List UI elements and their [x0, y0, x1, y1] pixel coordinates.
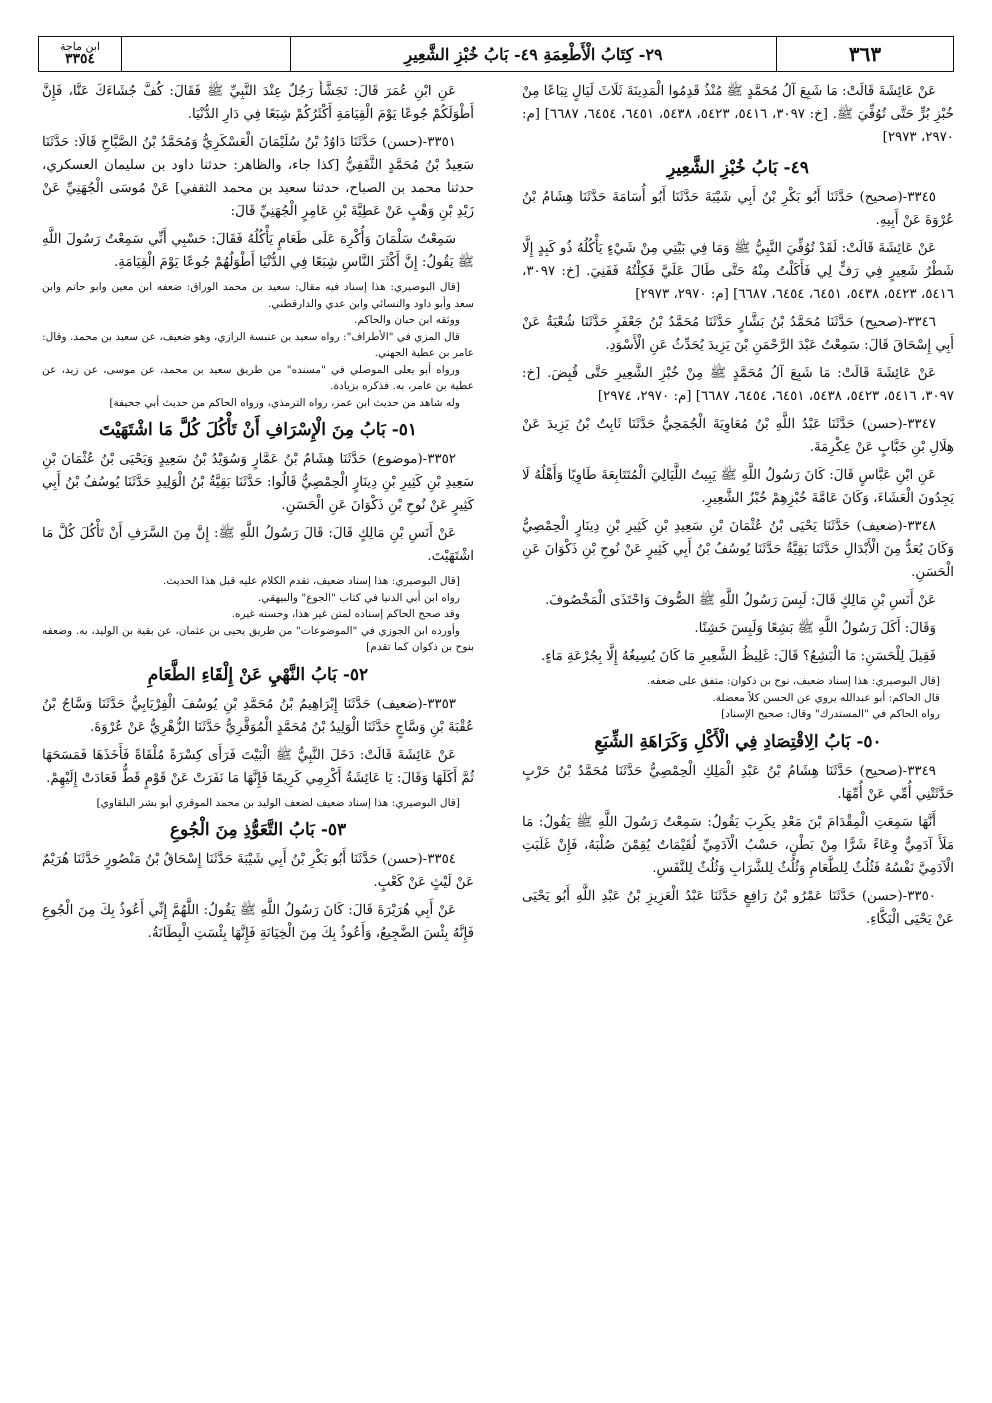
section-heading: ٥٢- بَابُ النَّهْيِ عَنْ إِلْقَاءِ الطَّعَامِ: [147, 664, 369, 685]
footnote-text: رواه الحاكم في "المستدرك" وقال: صحيح الإسناد]: [721, 708, 940, 720]
right-column: [522, 80, 954, 1380]
ref-value: ٣٣٥٤: [64, 51, 96, 68]
hadith-paragraph: عَنْ عَائِشَةَ قَالَتْ: دَخَلَ النَّبِيُّ ﷺ الْبَيْتَ فَرَأَى كِسْرَةً مُلْقَاةً فَأَخَذَهَا فَمَسَحَهَا ثُمَّ أَكَلَهَا وَقَالَ: يَا عَائِشَةُ أَكْرِمِي كَرِيمًا فَإِنَّهَا مَا نَفَرَتْ عَنْ قَوْمٍ قَطُّ فَعَادَتْ إِلَيْهِمْ.: [42, 747, 474, 786]
hadith-paragraph: ٣٣٥٢-(موضوع) حَدَّثَنَا هِشَامُ بْنُ عَمَّارٍ وَسُوَيْدُ بْنُ سَعِيدٍ وَيَحْيَى بْنُ عُثْمَانَ بْنِ سَعِيدِ بْنِ كَثِيرِ بْنِ دِينَارٍ الْحِمْصِيُّ قَالُوا: حَدَّثَنَا بَقِيَّةُ بْنُ الْوَلِيدِ حَدَّثَنَا يُوسُفُ بْنُ أَبِي كَثِيرٍ عَنْ نُوحِ بْنِ ذَكْوَانَ عَنِ الْحَسَنِ.: [42, 452, 474, 513]
hadith-paragraph: ٣٣٤٥-(صحيح) حَدَّثَنَا أَبُو بَكْرِ بْنُ أَبِي شَيْبَةَ حَدَّثَنَا أَبُو أُسَامَةَ حَدَّثَنَا هِشَامُ بْنُ عُرْوَةَ عَنْ أَبِيهِ.: [522, 190, 954, 228]
hadith-paragraph: سَمِعْتُ سَلْمَانَ وَأُكْرِهَ عَلَى طَعَامٍ يَأْكُلُهُ فَقَالَ: حَسْبِي أَنِّي سَمِعْتُ رَسُولَ اللَّهِ ﷺ يَقُولُ: إِنَّ أَكْثَرَ النَّاسِ شِبَعًا فِي الدُّنْيَا أَطْوَلُهُمْ جُوعًا يَوْمَ الْقِيَامَةِ.: [42, 232, 474, 270]
footnote-text: قال المزي في "الأطراف": رواه سعيد بن عنبسة الرازي، وهو ضعيف، عن سعيد بن محمد. وقال: عامر بن عطية الجهني.: [42, 330, 474, 359]
footnote-text: وأورده ابن الجوزي في "الموضوعات" من طريق يحيى بن عثمان، عن بقية بن الوليد، به. وضعفه بنوح بن ذكوان كما تقدم]: [42, 624, 474, 653]
header-spacer: [121, 37, 290, 71]
footnote-text: ورواه أبو يعلى الموصلي في "مسنده" من طريق سعيد بن محمد، عن موسى، عن زيد، عن عطية بن عامر، به. فذكره بزيادة.: [42, 363, 474, 392]
hadith-paragraph: عَنْ عَائِشَةَ قَالَتْ: مَا شَبِعَ آلُ مُحَمَّدٍ ﷺ مُنْذُ قَدِمُوا الْمَدِينَةَ ثَلَاثَ لَيَالٍ تِبَاعًا مِنْ خُبْزِ بُرٍّ حَتَّى تُوُفِّيَ ﷺ. [خ: ٣٠٩٧، ٥٤١٦، ٥٤٢٣، ٥٤٣٨، ٦٤٥١، ٦٤٥٤، ٦٦٨٧] [م: ٢٩٧٠، ٢٩٧٣]: [522, 84, 954, 145]
hadith-paragraph: ٣٣٤٧-(حسن) حَدَّثَنَا عَبْدُ اللَّهِ بْنُ مُعَاوِيَةَ الْجُمَحِيُّ حَدَّثَنَا ثَابِتُ بْنُ يَزِيدَ عَنْ هِلَالِ بْنِ خَبَّابٍ عَنْ عِكْرِمَةَ.: [522, 417, 954, 455]
footnote-text: [قال البوصيري: هذا إسناد ضعيف، تقدم الكلام عليه قبل هذا الحديث.: [163, 575, 460, 587]
footnote-text: رواه ابن أبي الدنيا في كتاب "الجوع" والبيهقي.: [257, 591, 460, 604]
running-title: ٢٩- كِتَابُ الْأَطْعِمَةِ ٤٩- بَابُ خُبْزِ الشَّعِيرِ: [290, 37, 776, 71]
page-number: ٣٦٣: [776, 37, 953, 71]
footnote-text: ووثقه ابن حبان والحاكم.: [354, 314, 460, 326]
hadith-paragraph: ٣٣٤٨-(ضعيف) حَدَّثَنَا يَحْيَى بْنُ عُثْمَانَ بْنِ سَعِيدِ بْنِ كَثِيرِ بْنِ دِينَارٍ الْحِمْصِيُّ وَكَانَ يُعَدُّ مِنَ الْأَبْدَالِ حَدَّثَنَا بَقِيَّةُ حَدَّثَنَا يُوسُفُ بْنُ أَبِي كَثِيرٍ عَنْ نُوحِ بْنِ ذَكْوَانَ عَنِ الْحَسَنِ.: [522, 519, 954, 580]
hadith-paragraph: عَنْ أَبِي هُرَيْرَةَ قَالَ: كَانَ رَسُولُ اللَّهِ ﷺ يَقُولُ: اللَّهُمَّ إِنِّي أَعُوذُ بِكَ مِنَ الْجُوعِ فَإِنَّهُ بِئْسَ الضَّجِيعُ، وَأَعُوذُ بِكَ مِنَ الْخِيَانَةِ فَإِنَّهَا بِئْسَتِ الْبِطَانَةُ.: [42, 903, 474, 941]
left-column: [42, 80, 474, 1380]
section-heading: ٥١- بَابُ مِنَ الْإِسْرَافِ أَنْ تَأْكُلَ كُلَّ مَا اشْتَهَيْتَ: [98, 420, 418, 440]
page-header: [38, 36, 954, 72]
hadith-paragraph: عَنْ أَنَسِ بْنِ مَالِكٍ قَالَ: قَالَ رَسُولُ اللَّهِ ﷺ: إِنَّ مِنَ السَّرَفِ أَنْ تَأْكُلَ كُلَّ مَا اشْتَهَيْتَ.: [42, 526, 474, 564]
section-heading: ٥٣- بَابُ التَّعَوُّذِ مِنَ الْجُوعِ: [169, 820, 347, 840]
section-heading: ٤٩- بَابُ خُبْزِ الشَّعِيرِ: [667, 158, 809, 178]
hadith-paragraph: عَنْ عَائِشَةَ قَالَتْ: لَقَدْ تُوُفِّيَ النَّبِيُّ ﷺ وَمَا فِي بَيْتِي مِنْ شَيْءٍ يَأْكُلُهُ ذُو كَبِدٍ إِلَّا شَطْرُ شَعِيرٍ فِي رَفٍّ لِي فَأَكَلْتُ مِنْهُ حَتَّى طَالَ عَلَيَّ فَكِلْتُهُ فَفَنِيَ. [خ: ٣٠٩٧، ٥٤١٦، ٥٤٢٣، ٥٤٣٨، ٦٤٥١، ٦٤٥٤، ٦٦٨٧] [م: ٢٩٧٠، ٢٩٧٣]: [522, 241, 954, 302]
hadith-paragraph: أَنَّهَا سَمِعَتِ الْمِقْدَامَ بْنَ مَعْدِ يكَرِبَ يَقُولُ: سَمِعْتُ رَسُولَ اللَّهِ ﷺ يَقُولُ: مَا مَلَأَ آدَمِيٌّ وِعَاءً شَرًّا مِنْ بَطْنٍ، حَسْبُ الْآدَمِيِّ لُقَيْمَاتٌ يُقِمْنَ صُلْبَهُ، فَإِنْ غَلَبَتِ الْآدَمِيَّ نَفْسُهُ فَثُلُثٌ لِلطَّعَامِ وَثُلُثٌ لِلشَّرَابِ وَثُلُثٌ لِلنَّفَسِ.: [522, 814, 954, 876]
hadith-paragraph: ٣٣٥٤-(حسن) حَدَّثَنَا أَبُو بَكْرِ بْنُ أَبِي شَيْبَةَ حَدَّثَنَا إِسْحَاقُ بْنُ مَنْصُورٍ حَدَّثَنَا هُرَيْمٌ عَنْ لَيْثٍ عَنْ كَعْبٍ.: [42, 852, 474, 890]
hadith-paragraph: فَقِيلَ لِلْحَسَنِ: مَا الْبَشِعُ؟ قَالَ: غَلِيظُ الشَّعِيرِ مَا كَانَ يُسِيغُهُ إِلَّا بِجُرْعَةِ مَاءٍ.: [540, 649, 936, 664]
hadith-paragraph: عَنِ ابْنِ عَبَّاسٍ قَالَ: كَانَ رَسُولُ اللَّهِ ﷺ يَبِيتُ اللَّيَالِيَ الْمُتَتَابِعَةَ طَاوِيًا وَأَهْلُهُ لَا يَجِدُونَ الْعَشَاءَ، وَكَانَ عَامَّةَ خُبْزِهِمْ خُبْزُ الشَّعِيرِ.: [522, 468, 954, 506]
footnote-text: [قال البوصيري: هذا إسناد فيه مقال: سعيد بن محمد الوراق: ضعفه ابن معين وابو حاتم وابن سعد وأبو داود والنسائي وابن عدي والدارقطني.: [42, 281, 474, 310]
hadith-paragraph: وَقَالَ: أَكَلَ رَسُولُ اللَّهِ ﷺ بَشِعًا وَلَبِسَ خَشِنًا.: [694, 621, 936, 636]
ref-label: ابن ماجة: [60, 39, 100, 53]
hadith-paragraph: عَنْ أَنَسِ بْنِ مَالِكٍ قَالَ: لَبِسَ رَسُولُ اللَّهِ ﷺ الصُّوفَ وَاحْتَذَى الْمَخْصُوفَ.: [545, 593, 936, 608]
hadith-paragraph: عَنْ عَائِشَةَ قَالَتْ: مَا شَبِعَ آلُ مُحَمَّدٍ ﷺ مِنْ خُبْزِ الشَّعِيرِ حَتَّى قُبِضَ. [خ: ٣٠٩٧، ٥٤١٦، ٥٤٢٣، ٥٤٣٨، ٦٤٥١، ٦٤٥٤، ٦٦٨٧] [م: ٢٩٧٠، ٢٩٧٤]: [522, 366, 954, 404]
hadith-paragraph: ٣٣٥٣-(ضعيف) حَدَّثَنَا إِبْرَاهِيمُ بْنُ مُحَمَّدِ بْنِ يُوسُفَ الْفِرْيَابِيُّ حَدَّثَنَا وَسَّاجُ بْنُ عُقْبَةَ بْنِ وَسَّاجٍ حَدَّثَنَا الْوَلِيدُ بْنُ مُحَمَّدٍ الْمُوَقَّرِيُّ حَدَّثَنَا الزُّهْرِيُّ عَنْ عُرْوَةَ.: [42, 696, 474, 735]
hadith-range-box: [39, 37, 121, 71]
section-heading: ٥٠- بَابُ الِاقْتِصَادِ فِي الْأَكْلِ وَكَرَاهَةِ الشِّبَعِ: [594, 731, 882, 752]
hadith-paragraph: ٣٣٥١-(حسن) حَدَّثَنَا دَاوُدُ بْنُ سُلَيْمَانَ الْعَسْكَرِيُّ وَمُحَمَّدُ بْنُ الصَّبَّاحِ قَالَا: حَدَّثَنَا سَعِيدُ بْنُ مُحَمَّدٍ الثَّقَفِيُّ [كذا جاء، والظاهر: حدثنا داود بن سليمان العسكري، حدثنا محمد بن الصباح، حدثنا سعيد بن محمد الثقفي] عَنْ مُوسَى الْجُهَنِيِّ عَنْ زَيْدِ بْنِ وَهْبٍ عَنْ عَطِيَّةَ بْنِ عَامِرٍ الْجُهَنِيِّ قَالَ:: [42, 135, 474, 219]
hadith-paragraph: ٣٣٥٠-(حسن) حَدَّثَنَا عَمْرُو بْنُ رَافِعٍ حَدَّثَنَا عَبْدُ الْعَزِيزِ بْنُ عَبْدِ اللَّهِ أَبُو يَحْيَى عَنْ يَحْيَى الْبَكَّاءِ.: [522, 888, 954, 927]
hadith-paragraph: ٣٣٤٦-(صحيح) حَدَّثَنَا مُحَمَّدُ بْنُ بَشَّارٍ حَدَّثَنَا مُحَمَّدُ بْنُ جَعْفَرٍ حَدَّثَنَا شُعْبَةُ عَنْ أَبِي إِسْحَاقَ قَالَ: سَمِعْتُ عَبْدَ الرَّحْمَنِ بْنَ يَزِيدَ يُحَدِّثُ عَنِ الْأَسْوَدِ.: [522, 315, 954, 353]
footnote-text: [قال البوصيري: هذا إسناد ضعيف لضعف الوليد بن محمد الموقري أبو بشر البلقاوي]: [96, 796, 460, 809]
footnote-text: وقد صحح الحاكم إسناده لمتن غير هذا، وحسنه غيره.: [231, 608, 460, 620]
hadith-paragraph: ٣٣٤٩-(صحيح) حَدَّثَنَا هِشَامُ بْنُ عَبْدِ الْمَلِكِ الْحِمْصِيُّ حَدَّثَنَا مُحَمَّدُ بْنُ حَرْبٍ حَدَّثَتْنِي أُمِّي عَنْ أُمِّهَا.: [522, 763, 954, 802]
hadith-paragraph: عَنِ ابْنِ عُمَرَ قَالَ: تَجَشَّأَ رَجُلٌ عِنْدَ النَّبِيِّ ﷺ فَقَالَ: كُفَّ جُشَاءَكَ عَنَّا، فَإِنَّ أَطْوَلَكُمْ جُوعًا يَوْمَ الْقِيَامَةِ أَكْثَرُكُمْ شِبَعًا فِي دَارِ الدُّنْيَا.: [42, 84, 474, 122]
footnote-text: [قال البوصيري: هذا إسناد ضعيف، نوح بن ذكوان: متفق على ضعفه.: [646, 675, 940, 687]
footnote-text: قال الحاكم: أبو عبدالله يروي عن الحسن كلاً معضلة.: [712, 691, 940, 704]
footnote-text: وله شاهد من حديث ابن عمر، رواه الترمذي، ورواه الحاكم من حديث أبي جحيفة]: [109, 396, 460, 409]
